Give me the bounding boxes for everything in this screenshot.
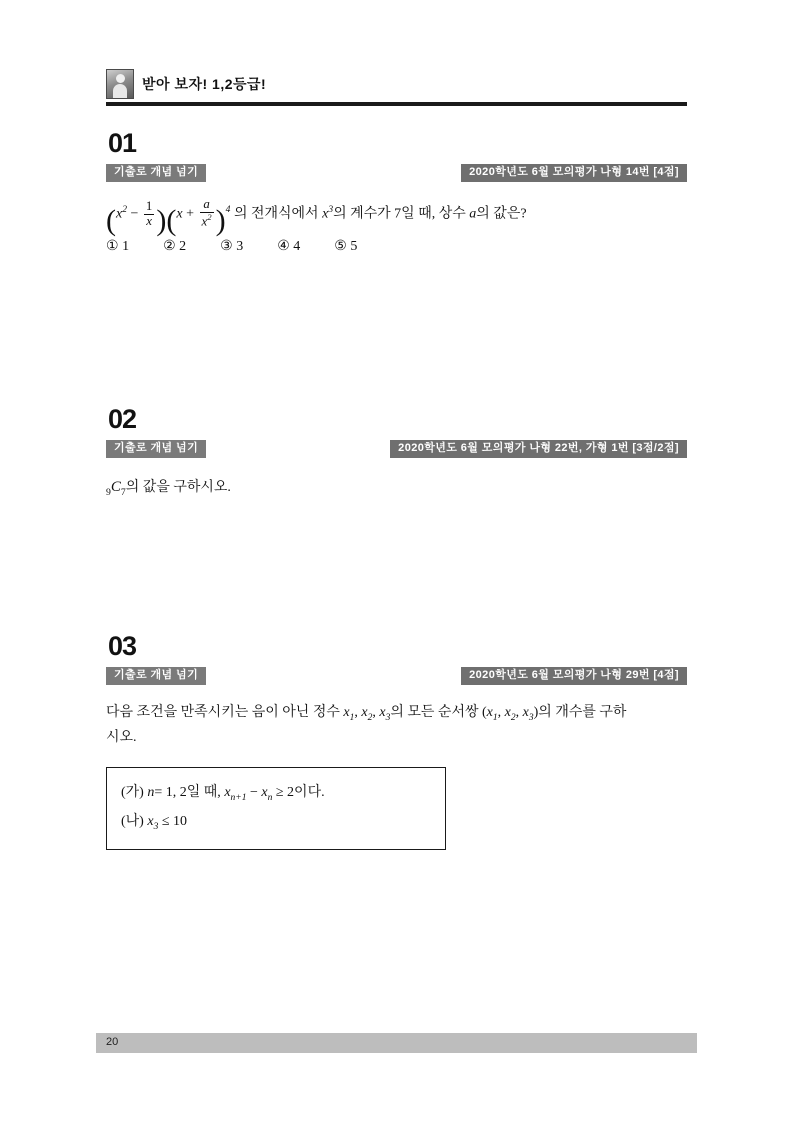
tuple-x1-base: x [486,705,493,720]
condition-x3-base: x [147,813,154,829]
statement-text-4: 시오. [106,730,137,746]
problem-number: 03 [108,631,137,661]
problem-03 [106,633,687,850]
tuple-x1-index: 1 [492,712,498,723]
condition-minus: − [249,784,258,800]
condition-line-2 [121,808,431,837]
var-x2 [361,705,373,723]
close-paren-2: ) [215,203,226,238]
open-paren-1: ( [106,203,117,238]
den-exp: 2 [207,211,212,222]
choice-value-4: 4 [293,239,301,255]
condition-line-1 [121,779,431,808]
choice-marker-3: ③ [220,239,233,255]
fraction-numerator: 1 [145,199,153,214]
math-exp-3: 3 [328,205,334,216]
category-tag: 기출로 개념 넘기 [106,667,206,685]
condition-text-1b: = 1, 2일 때, [154,784,221,800]
condition-x-n [261,784,273,803]
choice-value-2: 2 [179,239,187,255]
condition-text-1f: ≥ 2이다. [275,784,325,800]
footer-bar [96,1033,697,1053]
choice-marker-4: ④ [277,239,290,255]
tuple-x2-base: x [504,705,511,720]
problem-statement: 다음 조건을 만족시키는 음이 아닌 정수 $x_1$, $x_2$, $x_3$의 모든 순서쌍 ($x_1$, $x_2$, $x_3$)의 개수를 구하 시오. [106,705,627,746]
statement-text-2: 의 모든 순서쌍 [390,705,479,720]
condition-x-n1-base: x [224,784,231,800]
math-x-1: x [116,206,123,222]
fraction-denominator: x [144,214,154,229]
fraction-one-over-x [144,200,154,228]
var-x1-base: x [343,705,350,720]
choice-4[interactable] [277,238,300,255]
statement-text-3: 의 개수를 구하 [538,705,627,720]
combination-symbol: C [110,479,121,495]
tuple-x3-base: x [522,705,529,720]
condition-x-n-base: x [261,784,268,800]
problem-02 [106,406,687,501]
source-tag: 2020학년도 6월 모의평가 나형 29번 [4점] [461,667,687,685]
tuple-x3 [522,705,534,723]
condition-n: n [147,784,155,800]
den-x: x [201,213,208,228]
choice-list [106,238,687,255]
condition-x-n1-index: n+1 [230,792,247,803]
condition-text-2b: ≤ 10 [161,813,188,829]
header-title: 받아 보자! 1,2등급! [142,76,267,92]
statement-text-1: 다음 조건을 만족시키는 음이 아닌 정수 [106,705,340,720]
choice-marker-1: ① [106,239,119,255]
tag-row [106,163,687,182]
problem-number: 02 [108,404,137,434]
person-photo-icon [106,69,134,99]
source-tag: 2020학년도 6월 모의평가 나형 14번 [4점] [461,164,687,182]
condition-label-1: (가) [121,784,144,800]
header-divider [106,102,687,106]
source-tag: 2020학년도 6월 모의평가 나형 22번, 가형 1번 [3점/2점] [390,440,687,458]
page-number: 20 [106,1036,119,1048]
var-x1-index: 1 [349,712,355,723]
page-header [106,68,687,106]
open-paren-2: ( [166,203,177,238]
condition-box [106,767,446,850]
math-exp-2: 2 [122,205,128,216]
category-tag: 기출로 개념 넘기 [106,164,206,182]
combination-r: 7 [120,487,126,498]
problem-number: 01 [108,128,137,158]
combination-expression [106,479,126,498]
statement-text-3: 의 값은? [476,206,527,222]
var-x2-index: 2 [367,712,373,723]
condition-x3-index: 3 [153,821,159,832]
statement-text-1: 의 전개식에서 [233,206,319,222]
var-x1 [343,705,355,723]
choice-marker-2: ② [163,239,176,255]
tag-row [106,439,687,458]
var-x3-base: x [379,705,386,720]
problem-statement [106,474,687,501]
problem-statement: ($x^2$ − $\frac{1}{x}$ )(x + $\frac{a}{x^2}$ )$^4$ 의 전개식에서 $x^3$의 계수가 7일 때, 상수 a의 값은? [106,197,527,238]
choice-marker-5: ⑤ [334,239,347,255]
fraction-numerator-a: a [203,197,210,211]
choice-value-3: 3 [236,239,244,255]
combination-n: 9 [106,487,111,498]
category-tag: 기출로 개념 넘기 [106,440,206,458]
problem-01 [106,130,687,255]
condition-x3 [147,813,159,832]
var-x3-index: 3 [385,712,391,723]
condition-x-n-index: n [267,792,273,803]
math-x-3: x [322,206,329,222]
tuple-x2-index: 2 [510,712,516,723]
math-a: a [469,206,477,222]
math-x-2: x [176,206,183,222]
var-x3 [379,705,391,723]
statement-tail: 의 값을 구하시오. [125,480,231,495]
choice-1[interactable] [106,238,129,255]
var-x2-base: x [361,705,368,720]
header-row [106,68,687,100]
condition-x-n1 [224,784,247,803]
choice-5[interactable] [334,238,357,255]
choice-value-5: 5 [350,239,358,255]
math-exp-4: 4 [225,205,231,216]
choice-2[interactable] [163,238,186,255]
tuple-x2 [504,705,516,723]
tag-row [106,666,687,685]
tuple-x3-index: 3 [528,712,534,723]
close-paren-1: ) [156,203,167,238]
condition-label-2: (나) [121,813,144,829]
tuple-x1 [486,705,498,723]
statement-text-2: 의 계수가 7일 때, 상수 [333,206,466,222]
choice-value-1: 1 [122,239,130,255]
fraction-a-over-x2 [200,198,214,228]
fraction-denominator-x2 [200,212,214,229]
choice-3[interactable] [220,238,243,255]
